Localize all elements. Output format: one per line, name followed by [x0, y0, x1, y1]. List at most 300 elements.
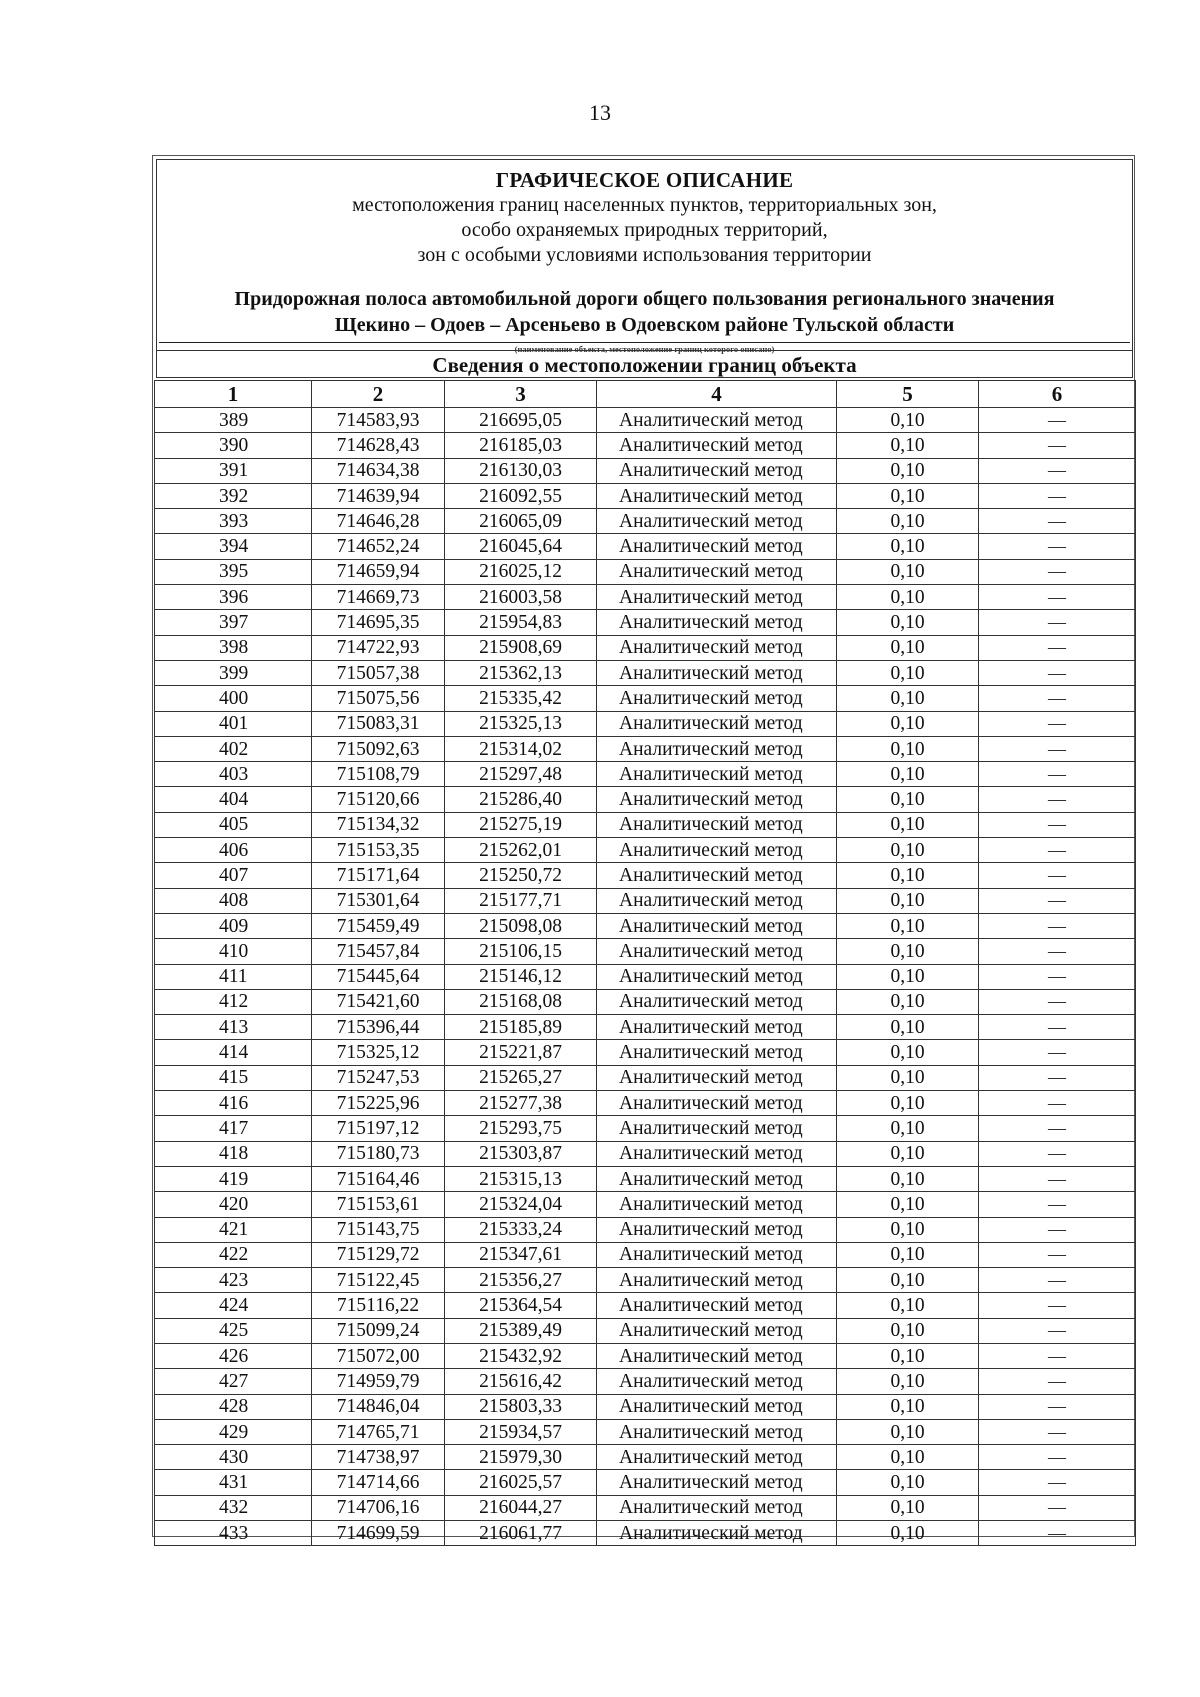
method-cell: Аналитический метод: [597, 736, 837, 761]
accuracy-cell: 0,10: [837, 1369, 979, 1394]
document-title: ГРАФИЧЕСКОЕ ОПИСАНИЕ: [495, 168, 794, 192]
description-cell: —: [979, 1166, 1136, 1191]
method-cell: Аналитический метод: [597, 989, 837, 1014]
y-coordinate-cell: 215389,49: [445, 1318, 597, 1343]
method-cell: Аналитический метод: [597, 1192, 837, 1217]
column-header: 3: [445, 381, 597, 408]
description-cell: —: [979, 433, 1136, 458]
description-cell: —: [979, 838, 1136, 863]
y-coordinate-cell: 215185,89: [445, 1015, 597, 1040]
description-cell: —: [979, 483, 1136, 508]
description-cell: —: [979, 1192, 1136, 1217]
description-cell: —: [979, 686, 1136, 711]
method-cell: Аналитический метод: [597, 1166, 837, 1191]
method-cell: Аналитический метод: [597, 1318, 837, 1343]
accuracy-cell: 0,10: [837, 1091, 979, 1116]
table-row: [155, 1293, 1136, 1318]
description-cell: —: [979, 964, 1136, 989]
table-row: [155, 1394, 1136, 1419]
x-coordinate-cell: 715072,00: [312, 1343, 445, 1368]
description-cell: —: [979, 585, 1136, 610]
point-number-cell: 425: [155, 1318, 312, 1343]
accuracy-cell: 0,10: [837, 509, 979, 534]
accuracy-cell: 0,10: [837, 1470, 979, 1495]
method-cell: Аналитический метод: [597, 863, 837, 888]
table-row: [155, 635, 1136, 660]
description-cell: —: [979, 1394, 1136, 1419]
point-number-cell: 409: [155, 913, 312, 938]
point-number-cell: 407: [155, 863, 312, 888]
accuracy-cell: 0,10: [837, 1217, 979, 1242]
table-row: [155, 1091, 1136, 1116]
y-coordinate-cell: 215221,87: [445, 1040, 597, 1065]
accuracy-cell: 0,10: [837, 888, 979, 913]
point-number-cell: 421: [155, 1217, 312, 1242]
y-coordinate-cell: 215362,13: [445, 660, 597, 685]
description-cell: —: [979, 1141, 1136, 1166]
description-cell: —: [979, 1445, 1136, 1470]
point-number-cell: 432: [155, 1495, 312, 1520]
accuracy-cell: 0,10: [837, 1394, 979, 1419]
accuracy-cell: 0,10: [837, 762, 979, 787]
description-cell: —: [979, 939, 1136, 964]
subtitle-line: зон с особыми условиями использования территории: [417, 244, 872, 266]
y-coordinate-cell: 215324,04: [445, 1192, 597, 1217]
y-coordinate-cell: 215315,13: [445, 1166, 597, 1191]
y-coordinate-cell: 215177,71: [445, 888, 597, 913]
description-cell: —: [979, 863, 1136, 888]
point-number-cell: 413: [155, 1015, 312, 1040]
object-name: [157, 286, 1132, 338]
description-cell: —: [979, 1470, 1136, 1495]
accuracy-cell: 0,10: [837, 660, 979, 685]
accuracy-cell: 0,10: [837, 559, 979, 584]
method-cell: Аналитический метод: [597, 483, 837, 508]
point-number-cell: 414: [155, 1040, 312, 1065]
table-row: [155, 812, 1136, 837]
table-row: [155, 509, 1136, 534]
method-cell: Аналитический метод: [597, 1293, 837, 1318]
description-cell: —: [979, 1242, 1136, 1267]
accuracy-cell: 0,10: [837, 1318, 979, 1343]
y-coordinate-cell: 216695,05: [445, 408, 597, 433]
description-cell: —: [979, 408, 1136, 433]
accuracy-cell: 0,10: [837, 1040, 979, 1065]
description-cell: —: [979, 1369, 1136, 1394]
x-coordinate-cell: 715396,44: [312, 1015, 445, 1040]
x-coordinate-cell: 715457,84: [312, 939, 445, 964]
y-coordinate-cell: 216092,55: [445, 483, 597, 508]
table-row: [155, 1470, 1136, 1495]
description-cell: —: [979, 711, 1136, 736]
point-number-cell: 428: [155, 1394, 312, 1419]
x-coordinate-cell: 715459,49: [312, 913, 445, 938]
object-caption: (наименование объекта, местоположение границ которого описано): [514, 344, 775, 354]
table-row: [155, 534, 1136, 559]
method-cell: Аналитический метод: [597, 1343, 837, 1368]
method-cell: Аналитический метод: [597, 585, 837, 610]
description-cell: —: [979, 534, 1136, 559]
x-coordinate-cell: 714699,59: [312, 1521, 445, 1546]
point-number-cell: 404: [155, 787, 312, 812]
table-row: [155, 1116, 1136, 1141]
point-number-cell: 423: [155, 1268, 312, 1293]
description-cell: —: [979, 559, 1136, 584]
description-cell: —: [979, 610, 1136, 635]
y-coordinate-cell: 215275,19: [445, 812, 597, 837]
point-number-cell: 426: [155, 1343, 312, 1368]
table-row: [155, 1040, 1136, 1065]
table-row: [155, 1242, 1136, 1267]
x-coordinate-cell: 715116,22: [312, 1293, 445, 1318]
table-row: [155, 1015, 1136, 1040]
description-cell: —: [979, 458, 1136, 483]
accuracy-cell: 0,10: [837, 838, 979, 863]
accuracy-cell: 0,10: [837, 585, 979, 610]
y-coordinate-cell: 215432,92: [445, 1343, 597, 1368]
accuracy-cell: 0,10: [837, 1445, 979, 1470]
description-cell: —: [979, 1521, 1136, 1546]
description-cell: —: [979, 1217, 1136, 1242]
point-number-cell: 399: [155, 660, 312, 685]
method-cell: Аналитический метод: [597, 939, 837, 964]
x-coordinate-cell: 715171,64: [312, 863, 445, 888]
method-cell: Аналитический метод: [597, 1394, 837, 1419]
table-row: [155, 1065, 1136, 1090]
point-number-cell: 394: [155, 534, 312, 559]
point-number-cell: 397: [155, 610, 312, 635]
y-coordinate-cell: 215325,13: [445, 711, 597, 736]
method-cell: Аналитический метод: [597, 787, 837, 812]
column-header: 2: [312, 381, 445, 408]
object-name-underline: [159, 342, 1130, 343]
y-coordinate-cell: 215954,83: [445, 610, 597, 635]
x-coordinate-cell: 714659,94: [312, 559, 445, 584]
description-cell: —: [979, 1015, 1136, 1040]
point-number-cell: 389: [155, 408, 312, 433]
x-coordinate-cell: 714695,35: [312, 610, 445, 635]
accuracy-cell: 0,10: [837, 1065, 979, 1090]
x-coordinate-cell: 714639,94: [312, 483, 445, 508]
table-row: [155, 1217, 1136, 1242]
table-row: [155, 585, 1136, 610]
method-cell: Аналитический метод: [597, 1065, 837, 1090]
y-coordinate-cell: 215803,33: [445, 1394, 597, 1419]
x-coordinate-cell: 714959,79: [312, 1369, 445, 1394]
point-number-cell: 430: [155, 1445, 312, 1470]
column-header: 1: [155, 381, 312, 408]
description-cell: —: [979, 1268, 1136, 1293]
method-cell: Аналитический метод: [597, 1419, 837, 1444]
x-coordinate-cell: 714628,43: [312, 433, 445, 458]
method-cell: Аналитический метод: [597, 660, 837, 685]
header-box: [156, 159, 1133, 378]
x-coordinate-cell: 714669,73: [312, 585, 445, 610]
accuracy-cell: 0,10: [837, 989, 979, 1014]
column-header: 6: [979, 381, 1136, 408]
accuracy-cell: 0,10: [837, 1268, 979, 1293]
method-cell: Аналитический метод: [597, 1015, 837, 1040]
accuracy-cell: 0,10: [837, 1419, 979, 1444]
table-row: [155, 408, 1136, 433]
table-row: [155, 1495, 1136, 1520]
table-row: [155, 1318, 1136, 1343]
y-coordinate-cell: 215106,15: [445, 939, 597, 964]
accuracy-cell: 0,10: [837, 711, 979, 736]
x-coordinate-cell: 715445,64: [312, 964, 445, 989]
y-coordinate-cell: 215979,30: [445, 1445, 597, 1470]
point-number-cell: 424: [155, 1293, 312, 1318]
y-coordinate-cell: 215314,02: [445, 736, 597, 761]
x-coordinate-cell: 715197,12: [312, 1116, 445, 1141]
point-number-cell: 398: [155, 635, 312, 660]
accuracy-cell: 0,10: [837, 483, 979, 508]
table-row: [155, 1419, 1136, 1444]
accuracy-cell: 0,10: [837, 458, 979, 483]
table-row: [155, 939, 1136, 964]
y-coordinate-cell: 215333,24: [445, 1217, 597, 1242]
table-row: [155, 711, 1136, 736]
accuracy-cell: 0,10: [837, 686, 979, 711]
x-coordinate-cell: 715129,72: [312, 1242, 445, 1267]
description-cell: —: [979, 1116, 1136, 1141]
method-cell: Аналитический метод: [597, 408, 837, 433]
description-cell: —: [979, 509, 1136, 534]
method-cell: Аналитический метод: [597, 458, 837, 483]
table-row: [155, 1141, 1136, 1166]
point-number-cell: 410: [155, 939, 312, 964]
section-title: Сведения о местоположении границ объекта: [157, 350, 1132, 379]
table-row: [155, 762, 1136, 787]
method-cell: Аналитический метод: [597, 812, 837, 837]
x-coordinate-cell: 715099,24: [312, 1318, 445, 1343]
point-number-cell: 420: [155, 1192, 312, 1217]
method-cell: Аналитический метод: [597, 509, 837, 534]
page-number: 13: [589, 100, 611, 125]
method-cell: Аналитический метод: [597, 1268, 837, 1293]
method-cell: Аналитический метод: [597, 534, 837, 559]
y-coordinate-cell: 215356,27: [445, 1268, 597, 1293]
accuracy-cell: 0,10: [837, 939, 979, 964]
point-number-cell: 400: [155, 686, 312, 711]
method-cell: Аналитический метод: [597, 711, 837, 736]
description-cell: —: [979, 1293, 1136, 1318]
table-row: [155, 483, 1136, 508]
coordinates-table: [154, 380, 1136, 1546]
y-coordinate-cell: 215250,72: [445, 863, 597, 888]
y-coordinate-cell: 215098,08: [445, 913, 597, 938]
x-coordinate-cell: 715301,64: [312, 888, 445, 913]
accuracy-cell: 0,10: [837, 1166, 979, 1191]
x-coordinate-cell: 715153,35: [312, 838, 445, 863]
description-cell: —: [979, 635, 1136, 660]
point-number-cell: 401: [155, 711, 312, 736]
point-number-cell: 412: [155, 989, 312, 1014]
table-row: [155, 888, 1136, 913]
point-number-cell: 396: [155, 585, 312, 610]
x-coordinate-cell: 715134,32: [312, 812, 445, 837]
y-coordinate-cell: 215297,48: [445, 762, 597, 787]
x-coordinate-cell: 714646,28: [312, 509, 445, 534]
accuracy-cell: 0,10: [837, 1242, 979, 1267]
x-coordinate-cell: 715143,75: [312, 1217, 445, 1242]
x-coordinate-cell: 714846,04: [312, 1394, 445, 1419]
method-cell: Аналитический метод: [597, 838, 837, 863]
table-row: [155, 660, 1136, 685]
y-coordinate-cell: 215335,42: [445, 686, 597, 711]
point-number-cell: 405: [155, 812, 312, 837]
accuracy-cell: 0,10: [837, 812, 979, 837]
y-coordinate-cell: 216130,03: [445, 458, 597, 483]
y-coordinate-cell: 215286,40: [445, 787, 597, 812]
table-row: [155, 610, 1136, 635]
y-coordinate-cell: 215364,54: [445, 1293, 597, 1318]
x-coordinate-cell: 714714,66: [312, 1470, 445, 1495]
y-coordinate-cell: 215908,69: [445, 635, 597, 660]
description-cell: —: [979, 1495, 1136, 1520]
method-cell: Аналитический метод: [597, 1217, 837, 1242]
method-cell: Аналитический метод: [597, 1242, 837, 1267]
point-number-cell: 416: [155, 1091, 312, 1116]
accuracy-cell: 0,10: [837, 863, 979, 888]
accuracy-cell: 0,10: [837, 1141, 979, 1166]
x-coordinate-cell: 715247,53: [312, 1065, 445, 1090]
point-number-cell: 422: [155, 1242, 312, 1267]
table-row: [155, 1445, 1136, 1470]
method-cell: Аналитический метод: [597, 610, 837, 635]
point-number-cell: 393: [155, 509, 312, 534]
accuracy-cell: 0,10: [837, 1015, 979, 1040]
x-coordinate-cell: 715122,45: [312, 1268, 445, 1293]
description-cell: —: [979, 762, 1136, 787]
accuracy-cell: 0,10: [837, 736, 979, 761]
y-coordinate-cell: 215168,08: [445, 989, 597, 1014]
table-row: [155, 989, 1136, 1014]
x-coordinate-cell: 715075,56: [312, 686, 445, 711]
point-number-cell: 395: [155, 559, 312, 584]
y-coordinate-cell: 215616,42: [445, 1369, 597, 1394]
description-cell: —: [979, 1091, 1136, 1116]
accuracy-cell: 0,10: [837, 1116, 979, 1141]
method-cell: Аналитический метод: [597, 559, 837, 584]
table-row: [155, 686, 1136, 711]
method-cell: Аналитический метод: [597, 1369, 837, 1394]
method-cell: Аналитический метод: [597, 762, 837, 787]
table-row: [155, 964, 1136, 989]
table-row: [155, 736, 1136, 761]
y-coordinate-cell: 215934,57: [445, 1419, 597, 1444]
x-coordinate-cell: 715120,66: [312, 787, 445, 812]
y-coordinate-cell: 216003,58: [445, 585, 597, 610]
description-cell: —: [979, 812, 1136, 837]
y-coordinate-cell: 215262,01: [445, 838, 597, 863]
accuracy-cell: 0,10: [837, 1495, 979, 1520]
x-coordinate-cell: 714706,16: [312, 1495, 445, 1520]
point-number-cell: 427: [155, 1369, 312, 1394]
description-cell: —: [979, 1040, 1136, 1065]
accuracy-cell: 0,10: [837, 433, 979, 458]
x-coordinate-cell: 714738,97: [312, 1445, 445, 1470]
x-coordinate-cell: 715180,73: [312, 1141, 445, 1166]
point-number-cell: 408: [155, 888, 312, 913]
accuracy-cell: 0,10: [837, 913, 979, 938]
point-number-cell: 418: [155, 1141, 312, 1166]
point-number-cell: 402: [155, 736, 312, 761]
description-cell: —: [979, 888, 1136, 913]
description-cell: —: [979, 1419, 1136, 1444]
method-cell: Аналитический метод: [597, 964, 837, 989]
table-row: [155, 1192, 1136, 1217]
table-row: [155, 559, 1136, 584]
x-coordinate-cell: 714722,93: [312, 635, 445, 660]
x-coordinate-cell: 715325,12: [312, 1040, 445, 1065]
x-coordinate-cell: 714634,38: [312, 458, 445, 483]
point-number-cell: 415: [155, 1065, 312, 1090]
description-cell: —: [979, 1318, 1136, 1343]
y-coordinate-cell: 216025,12: [445, 559, 597, 584]
accuracy-cell: 0,10: [837, 787, 979, 812]
point-number-cell: 406: [155, 838, 312, 863]
accuracy-cell: 0,10: [837, 534, 979, 559]
description-cell: —: [979, 660, 1136, 685]
description-cell: —: [979, 913, 1136, 938]
y-coordinate-cell: 216025,57: [445, 1470, 597, 1495]
y-coordinate-cell: 216065,09: [445, 509, 597, 534]
description-cell: —: [979, 787, 1136, 812]
x-coordinate-cell: 714765,71: [312, 1419, 445, 1444]
accuracy-cell: 0,10: [837, 1293, 979, 1318]
x-coordinate-cell: 714652,24: [312, 534, 445, 559]
point-number-cell: 391: [155, 458, 312, 483]
accuracy-cell: 0,10: [837, 1192, 979, 1217]
table-row: [155, 1521, 1136, 1546]
method-cell: Аналитический метод: [597, 913, 837, 938]
table-row: [155, 433, 1136, 458]
point-number-cell: 417: [155, 1116, 312, 1141]
method-cell: Аналитический метод: [597, 1141, 837, 1166]
table-row: [155, 1369, 1136, 1394]
accuracy-cell: 0,10: [837, 408, 979, 433]
x-coordinate-cell: 715092,63: [312, 736, 445, 761]
table-row: [155, 1166, 1136, 1191]
x-coordinate-cell: 715164,46: [312, 1166, 445, 1191]
table-body: [155, 408, 1136, 1546]
description-cell: —: [979, 1065, 1136, 1090]
table-header-row: [155, 381, 1136, 408]
y-coordinate-cell: 215146,12: [445, 964, 597, 989]
method-cell: Аналитический метод: [597, 1116, 837, 1141]
y-coordinate-cell: 215277,38: [445, 1091, 597, 1116]
table-row: [155, 458, 1136, 483]
table-row: [155, 838, 1136, 863]
description-cell: —: [979, 1343, 1136, 1368]
method-cell: Аналитический метод: [597, 1091, 837, 1116]
accuracy-cell: 0,10: [837, 635, 979, 660]
accuracy-cell: 0,10: [837, 610, 979, 635]
accuracy-cell: 0,10: [837, 1521, 979, 1546]
x-coordinate-cell: 715225,96: [312, 1091, 445, 1116]
y-coordinate-cell: 215347,61: [445, 1242, 597, 1267]
method-cell: Аналитический метод: [597, 1445, 837, 1470]
accuracy-cell: 0,10: [837, 1343, 979, 1368]
method-cell: Аналитический метод: [597, 1040, 837, 1065]
column-header: 4: [597, 381, 837, 408]
x-coordinate-cell: 714583,93: [312, 408, 445, 433]
y-coordinate-cell: 216044,27: [445, 1495, 597, 1520]
y-coordinate-cell: 216185,03: [445, 433, 597, 458]
y-coordinate-cell: 215265,27: [445, 1065, 597, 1090]
table-row: [155, 913, 1136, 938]
